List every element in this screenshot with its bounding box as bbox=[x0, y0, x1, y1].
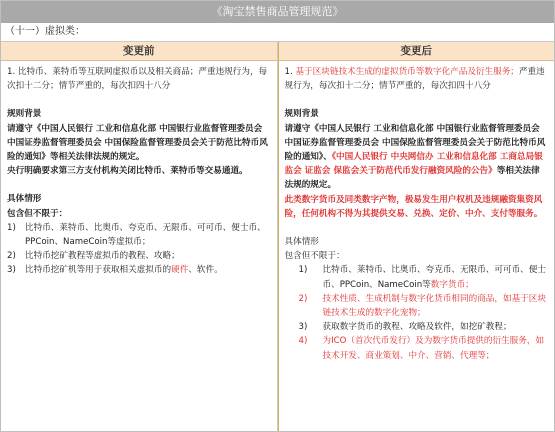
after-detail-item-4: 4) 为ICO（首次代币发行）及为数字货币提供的衍生服务，如技术开发、商业策划、中介、营销、代理等； bbox=[298, 336, 545, 361]
after-detail-subtitle: 包含但不限于： bbox=[284, 251, 345, 262]
before-detail-subtitle: 包含但不限于： bbox=[7, 208, 68, 219]
before-column-body bbox=[1, 61, 277, 282]
before-detail-item-1: 1) 比特币、莱特币、比奥币、夸克币、无限币、可可币、便士币、PPCoin、NameCoin等虚拟币； bbox=[7, 222, 266, 248]
before-detail-item-2: 2) 比特币挖矿教程等虚拟币的教程、攻略； bbox=[7, 251, 180, 262]
after-column-header: 变更后 bbox=[279, 42, 555, 61]
after-item-1: 1. 基于区块链技术生成的虚拟货币等数字化产品及衍生服务；严重违规行为，每次扣十二分；情节严重的，每次扣四十八分 bbox=[284, 67, 545, 92]
after-detail-item-2: 2) 技术性质、生成机制与数字化货币相同的商品，如基于区块链技术生成的数字化宠物； bbox=[298, 293, 546, 319]
before-item-1: 1. 比特币、莱特币等互联网虚拟币以及相关商品；严重违规行为，每次扣十二分；情节严重的，每次扣四十八分 bbox=[7, 67, 268, 92]
after-column bbox=[278, 42, 555, 431]
after-detail-item-1: 1) 比特币、莱特币、比奥币、夸克币、无限币、可可币、便士币、PPCoin、NameCoin等数字货币； bbox=[298, 265, 546, 290]
before-column bbox=[1, 42, 278, 431]
after-detail-title: 具体情形 bbox=[284, 237, 319, 248]
before-background-text: 请遵守《中国人民银行 工业和信息化部 中国银行业监督管理委员会 中国证券监督管理委员会 中国保险监督管理委员会关于防范比特币风险的通知》等相关法律法规的规定。 bbox=[7, 123, 268, 163]
after-background-text: 请遵守《中国人民银行 工业和信息化部 中国银行业监督管理委员会 中国证券监督管理委员会 中国保险监督管理委员会关于防范比特币风险的通知》、《中国人民银行 中央网信办 工业和信息化部 工商总局银监会 证监会 保监会关于防范代币发行融资风险的公告》等相关法律法规的规定。 bbox=[284, 123, 546, 191]
after-detail-item-3: 3) 获取数字货币的教程、攻略及软件，如挖矿教程； bbox=[298, 322, 512, 333]
before-detail-item-3: 3) 比特币挖矿机等用于获取相关虚拟币的硬件、软件。 bbox=[7, 265, 223, 276]
after-background-title: 规则背景 bbox=[284, 109, 319, 120]
before-column-header: 变更前 bbox=[1, 42, 277, 61]
before-detail-title: 具体情形 bbox=[7, 194, 42, 205]
after-background-warning: 此类数字货币及同类数字产物，极易发生用户权机及违规融资集资风险，任何机构不得为其提供交易、兑换、定价、中介、支付等服务。 bbox=[284, 194, 543, 219]
document-title-banner: 《淘宝禁售商品管理规范》 bbox=[1, 1, 554, 23]
after-column-body bbox=[279, 61, 555, 367]
before-background-text-2: 央行明确要求第三方支付机构关闭比特币、莱特币等交易通道。 bbox=[7, 166, 248, 177]
before-background-title: 规则背景 bbox=[7, 109, 42, 120]
comparison-columns bbox=[1, 42, 554, 431]
section-heading: （十一）虚拟类： bbox=[1, 23, 554, 42]
